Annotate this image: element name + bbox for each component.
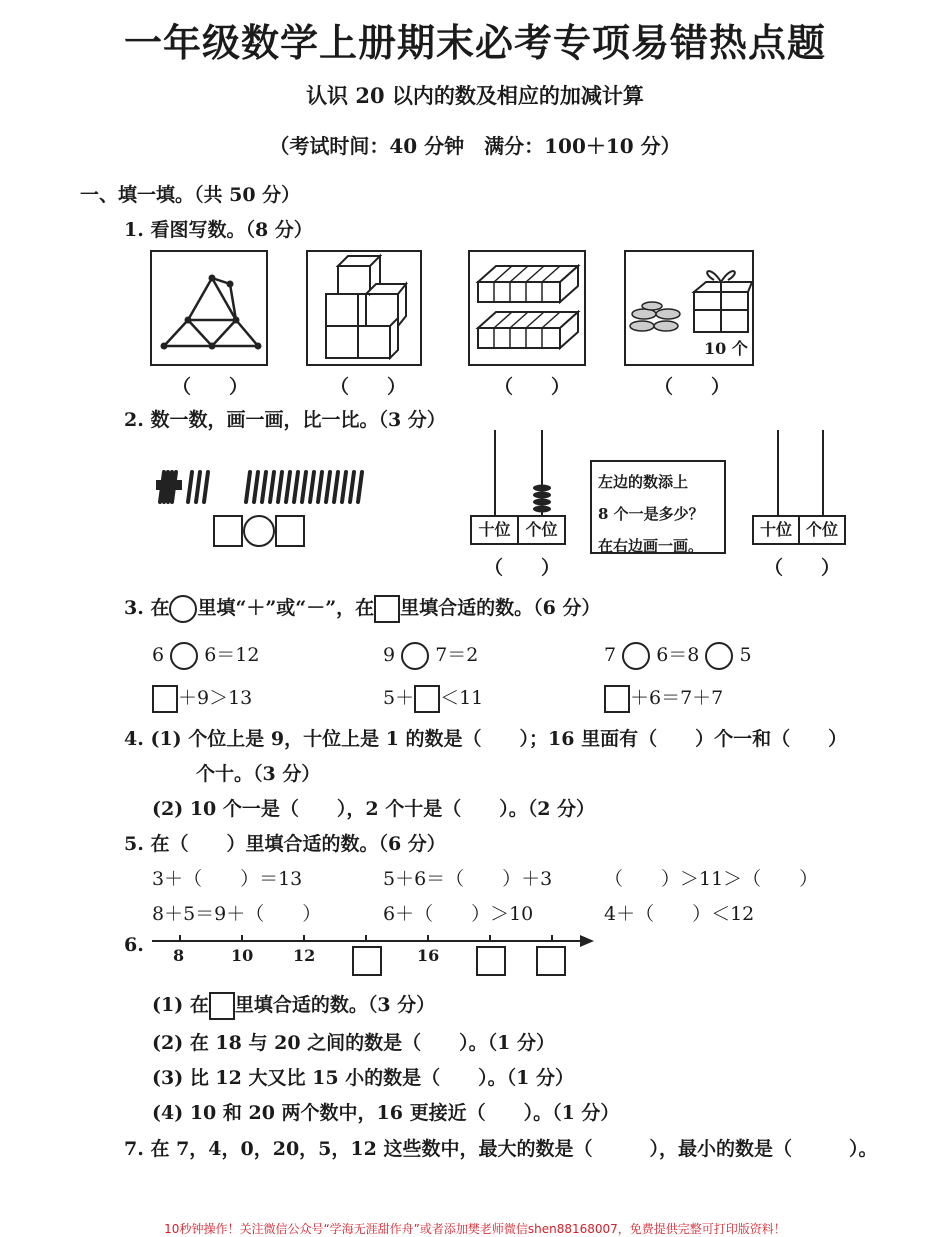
answer-box[interactable] (152, 685, 178, 713)
q3-r1-item1 (152, 640, 259, 670)
q5-r2-item2: 6＋（ ）＞10 (383, 903, 534, 925)
q7-text: 7. 在 7，4，0，20，5，12 这些数中，最大的数是（ ），最小的数是（ ）。 (124, 1138, 878, 1160)
answer-box[interactable] (352, 946, 382, 976)
q1-picture-blocks (468, 250, 586, 366)
answer-box[interactable] (536, 946, 566, 976)
abacus2-ones-rod (822, 430, 824, 516)
q5-r1-item2: 5＋6＝（ ）＋3 (383, 868, 553, 890)
answer-circle[interactable] (401, 642, 429, 670)
q6-p1-box-icon (209, 992, 235, 1020)
q3-title-post: 里填合适的数。（6 分） (400, 597, 601, 619)
q6-p1-post: 里填合适的数。（3 分） (234, 994, 436, 1016)
abacus2-tens-rod (777, 430, 779, 516)
q6-p1-pre: (1) 在 (152, 994, 209, 1016)
bubble-line-3: 在右边画一画。 (598, 537, 704, 555)
rest: 6＝12 (204, 644, 260, 666)
abacus2-place-labels (752, 515, 846, 545)
page-title: 一年级数学上册期末必考专项易错热点题 (123, 21, 826, 65)
q6-tick-box-3 (536, 946, 566, 976)
tick-label-12: 12 (293, 946, 316, 965)
answer-circle[interactable] (170, 642, 198, 670)
gift-count-label: 10 个 (704, 339, 748, 358)
q2-answer-left[interactable]: （ ） (484, 557, 561, 579)
q5-r2-item1: 8＋5＝9＋（ ） (152, 903, 322, 925)
q3-title (124, 593, 601, 623)
q5-r1-item3: （ ）＞11＞（ ） (604, 868, 819, 890)
num: 9 (383, 644, 396, 666)
q2-right-box[interactable] (275, 515, 305, 547)
q6-part-1 (152, 990, 435, 1020)
num: 5 (739, 644, 752, 666)
footer-promo: 10秒钟操作！关注微信公众号“学海无涯甜作舟”或者添加樊老师微信shen88168007，免费提供完整可打印版资料！ (164, 1222, 786, 1236)
q3-title-box-icon (374, 595, 400, 623)
q3-r1-item2 (383, 640, 478, 670)
answer-circle[interactable] (622, 642, 650, 670)
rest: ＜11 (440, 687, 484, 709)
num: 6 (152, 644, 165, 666)
q3-title-circle-icon (169, 595, 197, 623)
bubble-line-2: 8 个一是多少？ (598, 505, 704, 523)
q1-title: 1. 看图写数。（8 分） (124, 219, 313, 241)
rest: 7＝2 (435, 644, 479, 666)
tens-label: 十位 (478, 520, 511, 539)
q5-r1-item1: 3＋（ ）＝13 (152, 868, 303, 890)
tens-label: 十位 (759, 520, 792, 539)
q6-number: 6. (124, 934, 144, 956)
abacus-beads-icon (530, 484, 554, 516)
q6-tick-box-1 (352, 946, 382, 976)
q2-left-box[interactable] (213, 515, 243, 547)
q1-answer-3[interactable]: （ ） (494, 376, 571, 398)
q1-answer-4[interactable]: （ ） (654, 376, 731, 398)
num: 7 (604, 644, 617, 666)
rest: 5＋ (383, 687, 415, 709)
section-1-heading: 一、填一填。（共 50 分） (80, 184, 301, 206)
q4-line-2: 个十。（3 分） (196, 763, 321, 785)
rest: 6＝8 (656, 644, 700, 666)
q3-r1-item3 (604, 640, 752, 670)
q5-title: 5. 在（ ）里填合适的数。（6 分） (124, 833, 446, 855)
rest: ＋9＞13 (178, 687, 253, 709)
q1-picture-cubes (306, 250, 422, 366)
q4-line-3: (2) 10 个一是（ ），2 个十是（ ）。（2 分） (152, 798, 596, 820)
q2-compare-circle[interactable] (243, 515, 275, 547)
tick-label-16: 16 (417, 946, 440, 965)
q2-compare-boxes (213, 515, 305, 547)
q1-picture-sticks (150, 250, 268, 366)
stick-triangles-icon (152, 252, 266, 364)
answer-box[interactable] (476, 946, 506, 976)
q6-tick-box-2 (476, 946, 506, 976)
ones-label: 个位 (798, 517, 844, 543)
q6-part-4: (4) 10 和 20 两个数中，16 更接近（ ）。（1 分） (152, 1102, 620, 1124)
page-subtitle: 认识 20 以内的数及相应的加减计算 (306, 83, 644, 108)
ones-label: 个位 (517, 517, 564, 543)
q6-part-2: (2) 在 18 与 20 之间的数是（ ）。（1 分） (152, 1032, 555, 1054)
abacus1-place-labels (470, 515, 566, 545)
answer-box[interactable] (604, 685, 630, 713)
rest: ＋6＝7＋7 (630, 687, 724, 709)
answer-circle[interactable] (705, 642, 733, 670)
q3-r2-item2 (383, 683, 483, 713)
tick-label-8: 8 (173, 946, 185, 965)
exam-info: （考试时间：40 分钟 满分：100＋10 分） (269, 134, 681, 158)
q3-r2-item1 (152, 683, 252, 713)
q1-answer-2[interactable]: （ ） (330, 376, 407, 398)
q3-title-mid: 里填“＋”或“－”，在 (197, 597, 375, 619)
stacked-cubes-icon (308, 252, 420, 364)
q2-answer-right[interactable]: （ ） (764, 557, 841, 579)
q6-part-3: (3) 比 12 大又比 15 小的数是（ ）。（1 分） (152, 1067, 574, 1089)
q3-r2-item3 (604, 683, 723, 713)
answer-box[interactable] (414, 685, 440, 713)
q4-line-1: 4. (1) 个位上是 9，十位上是 1 的数是（ ）；16 里面有（ ）个一和（ ） (124, 728, 848, 750)
q2-instruction-bubble (590, 460, 726, 554)
ten-blocks-icon (470, 252, 584, 364)
q2-title: 2. 数一数，画一画，比一比。（3 分） (124, 409, 446, 431)
q5-r2-item3: 4＋（ ）＜12 (604, 903, 755, 925)
sticks-bundle-icon (150, 468, 375, 506)
tick-label-10: 10 (231, 946, 254, 965)
q1-answer-1[interactable]: （ ） (172, 376, 249, 398)
q1-picture-candies-gift (624, 250, 754, 366)
q3-title-pre: 3. 在 (124, 597, 170, 619)
abacus1-tens-rod (494, 430, 496, 516)
bubble-line-1: 左边的数添上 (598, 473, 689, 491)
